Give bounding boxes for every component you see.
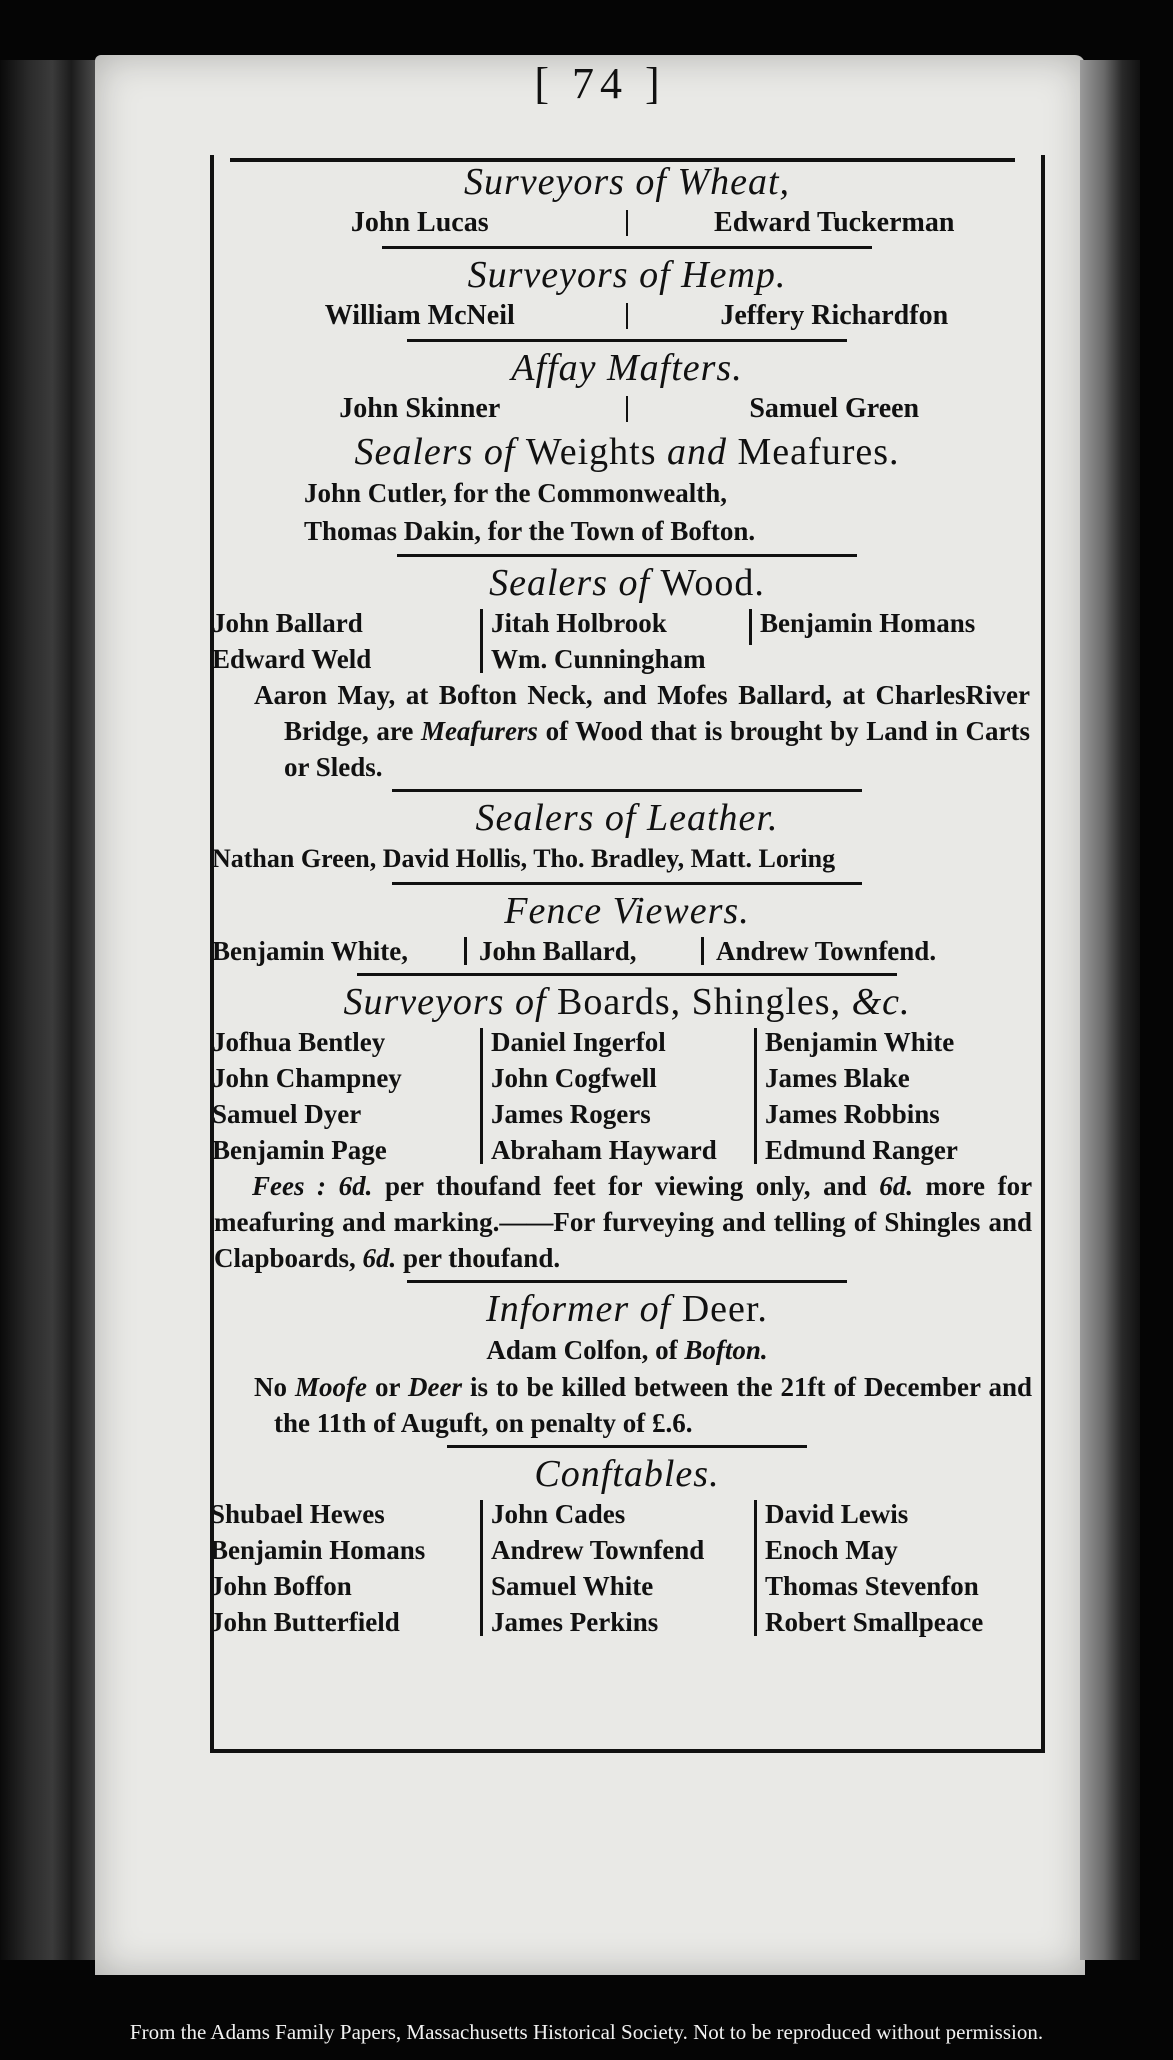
- section-rule: [407, 339, 847, 342]
- heading-part: and: [667, 431, 728, 473]
- note-text: per thoufand.: [403, 1243, 561, 1273]
- note-text: Meafurers: [420, 716, 538, 746]
- heading-part: Informer of: [486, 1288, 672, 1330]
- heading-part: Surveyors of: [343, 981, 547, 1023]
- note-text: Deer: [408, 1372, 463, 1402]
- note-text: per thoufand feet for viewing only, and: [384, 1171, 867, 1201]
- heading-boards: [214, 980, 1040, 1024]
- heading-part: Boards, Shingles,: [557, 981, 842, 1023]
- boards-name: Samuel Dyer: [212, 1099, 362, 1129]
- constable-name: Thomas Stevenfon: [765, 1571, 979, 1601]
- heading-part: &c.: [851, 981, 911, 1023]
- column-divider: [749, 609, 752, 645]
- constable-name: Benjamin Homans: [210, 1535, 426, 1565]
- copyright-caption: From the Adams Family Papers, Massachusetts Historical Society. Not to be reproduced without permission.: [129, 2020, 1044, 2044]
- column-divider: [754, 1500, 757, 1636]
- heading-part: Sealers of: [489, 562, 651, 604]
- column-divider: [464, 937, 467, 965]
- note-text: or: [375, 1372, 401, 1402]
- informer-text: Adam Colfon, of: [486, 1335, 678, 1365]
- wood-name: John Ballard: [212, 608, 363, 638]
- column-divider: [754, 1028, 757, 1164]
- section-weights-measures: [214, 430, 1040, 557]
- section-rule: [382, 246, 872, 249]
- page-number: [ 74 ]: [534, 59, 666, 108]
- assay-name-2: Samuel Green: [749, 393, 920, 424]
- section-rule: [397, 554, 857, 557]
- heading-assay: Affay Mafters.: [511, 347, 743, 389]
- heading-part: Wood.: [660, 562, 765, 604]
- heading-wood: [214, 561, 1040, 605]
- heading-part: Sealers of: [354, 431, 516, 473]
- note-text: 6d.: [362, 1243, 397, 1273]
- wheat-name-2: Edward Tuckerman: [714, 207, 955, 238]
- deer-penalty-note: [214, 1369, 1040, 1441]
- section-boards: [214, 980, 1040, 1283]
- section-rule: [447, 1445, 807, 1448]
- note-text: more for meafuring and marking.——For furveying and telling of Shingles and Clapboards,: [214, 1171, 1033, 1273]
- constable-name: John Butterfield: [210, 1607, 400, 1637]
- heading-hemp: Surveyors of Hemp.: [467, 254, 787, 296]
- section-wood: [214, 561, 1040, 792]
- fence-name: Andrew Townfend.: [716, 936, 937, 966]
- section-leather: [214, 796, 1040, 885]
- heading-wheat: Surveyors of Wheat,: [463, 161, 791, 203]
- section-rule: [392, 789, 862, 792]
- constable-name: Robert Smallpeace: [765, 1607, 984, 1637]
- note-text: is to be killed between the 21ft of December and the 11th of Auguft, on penalty of £.6.: [274, 1372, 1033, 1438]
- boards-name: Edmund Ranger: [765, 1135, 958, 1165]
- constable-name: Andrew Townfend: [491, 1535, 705, 1565]
- note-text: Moofe: [295, 1372, 367, 1402]
- wood-name: Wm. Cunningham: [491, 644, 706, 674]
- constable-name: John Cades: [491, 1499, 626, 1529]
- boards-name: John Champney: [212, 1063, 402, 1093]
- wood-name: Edward Weld: [212, 644, 372, 674]
- note-text: Aaron May, at Bofton Neck, and Mofes Ballard, at CharlesRiver Bridge, are: [254, 680, 1030, 746]
- heading-part: Weights: [525, 431, 657, 473]
- assay-name-1: John Skinner: [339, 393, 501, 424]
- boards-name: Abraham Hayward: [491, 1135, 717, 1165]
- constable-name: David Lewis: [765, 1499, 909, 1529]
- wood-name: Jitah Holbrook: [491, 608, 667, 638]
- section-fence: [214, 889, 1040, 976]
- section-assay: [214, 346, 1040, 428]
- constable-name: John Boffon: [210, 1571, 352, 1601]
- boards-name: James Blake: [765, 1063, 910, 1093]
- constable-name: Samuel White: [491, 1571, 654, 1601]
- book-right-edge: [1080, 60, 1140, 1960]
- leather-names: Nathan Green, David Hollis, Tho. Bradley, Matt. Loring: [212, 844, 836, 873]
- wood-name: Benjamin Homans: [760, 608, 976, 638]
- note-text: No: [254, 1372, 287, 1402]
- heading-part: Meafures.: [737, 431, 900, 473]
- section-rule: [407, 1280, 847, 1283]
- section-rule: [392, 882, 862, 885]
- deer-informer: [214, 1331, 1040, 1369]
- fence-name: Benjamin White,: [212, 936, 409, 966]
- column-divider: [480, 1500, 483, 1636]
- fence-name: John Ballard,: [479, 936, 637, 966]
- note-text: 6d.: [338, 1171, 373, 1201]
- boards-name: John Cogfwell: [491, 1063, 657, 1093]
- heading-weights-measures: [214, 430, 1040, 474]
- wheat-name-1: John Lucas: [350, 207, 489, 238]
- boards-name: Daniel Ingerfol: [491, 1027, 666, 1057]
- section-wheat: [214, 160, 1040, 249]
- constable-name: Shubael Hewes: [210, 1499, 385, 1529]
- heading-constables: Conftables.: [534, 1453, 720, 1495]
- boards-name: Benjamin White: [765, 1027, 955, 1057]
- boards-name: James Rogers: [491, 1099, 651, 1129]
- heading-part: Deer.: [681, 1288, 768, 1330]
- boards-name: Benjamin Page: [212, 1135, 387, 1165]
- constable-name: Enoch May: [765, 1535, 898, 1565]
- column-divider: [480, 1028, 483, 1164]
- section-constables: [210, 1452, 1040, 1640]
- note-text: 6d.: [879, 1171, 913, 1201]
- informer-text: Bofton.: [684, 1335, 768, 1365]
- section-hemp: [214, 253, 1040, 342]
- heading-leather: Sealers of Leather.: [475, 797, 779, 839]
- hemp-name-2: Jeffery Richardfon: [720, 300, 949, 331]
- column-divider: [701, 937, 704, 965]
- section-rule: [357, 973, 897, 976]
- constable-name: James Perkins: [491, 1607, 659, 1637]
- boards-fees-note: [214, 1168, 1040, 1276]
- weights-line-2: Thomas Dakin, for the Town of Bofton.: [304, 516, 756, 546]
- document-body: [210, 160, 1040, 1640]
- note-text: Fees :: [252, 1171, 327, 1201]
- column-divider: [480, 609, 483, 673]
- heading-deer: [214, 1287, 1040, 1331]
- wood-measurers-note: [214, 677, 1040, 785]
- book-spine-edge: [0, 60, 95, 1960]
- weights-line-1: John Cutler, for the Commonwealth,: [304, 478, 727, 508]
- note-text: of Wood that is brought by Land in Carts or Sleds.: [284, 716, 1030, 782]
- section-deer: [214, 1287, 1040, 1448]
- heading-fence: Fence Viewers.: [504, 890, 750, 932]
- boards-name: Jofhua Bentley: [212, 1027, 386, 1057]
- hemp-name-1: William McNeil: [324, 300, 515, 331]
- boards-name: James Robbins: [765, 1099, 940, 1129]
